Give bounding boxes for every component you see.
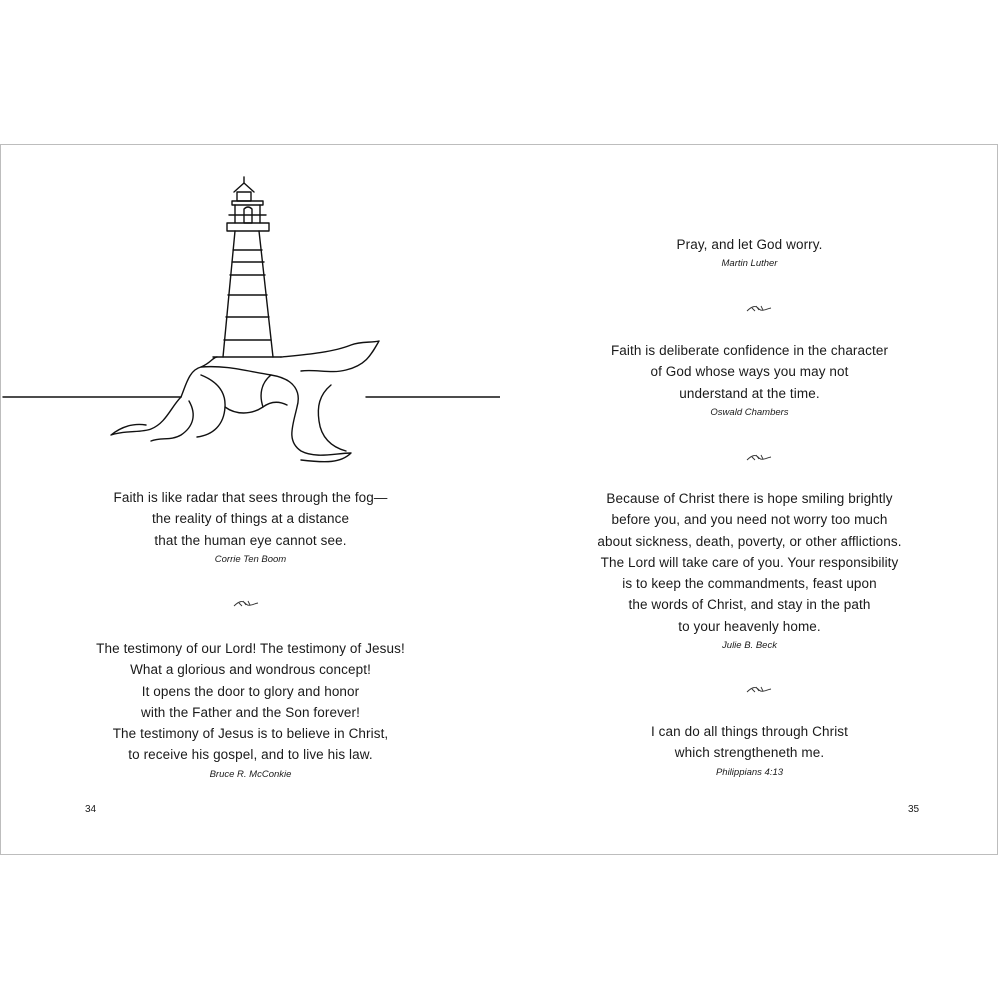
- ornament-flourish-icon: [746, 684, 772, 694]
- quote-line: is to keep the commandments, feast upon: [622, 576, 877, 592]
- ornament-flourish-icon: [746, 452, 772, 462]
- page-number: 34: [85, 804, 97, 815]
- quote-author: Bruce R. McConkie: [209, 768, 292, 780]
- ornament-flourish-icon: [746, 303, 772, 313]
- quote-text: [1, 638, 500, 766]
- quote-line: It opens the door to glory and honor: [141, 683, 360, 699]
- quote-line: with the Father and the Son forever!: [141, 704, 360, 720]
- quote-line: The testimony of our Lord! The testimony of Jesus!: [96, 641, 405, 656]
- quote-line: Because of Christ there is hope smiling brightly: [606, 491, 893, 506]
- lighthouse-illustration: [1, 145, 500, 475]
- left-page: [1, 145, 500, 854]
- right-page: [500, 145, 999, 854]
- quote-line: Pray, and let God worry.: [676, 237, 823, 252]
- quote-text: [1, 487, 500, 551]
- quote-line: What a glorious and wondrous concept!: [130, 662, 371, 678]
- quote-philippians: [500, 721, 999, 780]
- quote-text: [500, 488, 999, 637]
- quote-line: before you, and you need not worry too much: [611, 512, 888, 528]
- quote-line: understand at the time.: [679, 385, 820, 401]
- quote-line: the reality of things at a distance: [151, 511, 350, 527]
- quote-author: Julie B. Beck: [722, 640, 777, 652]
- quote-text: [500, 340, 999, 404]
- quote-author: Oswald Chambers: [710, 406, 789, 418]
- quote-line: to receive his gospel, and to live his law.: [128, 747, 373, 763]
- quote-line: I can do all things through Christ: [650, 724, 848, 739]
- quote-line: Faith is like radar that sees through the fog—: [113, 490, 388, 505]
- page-number: 35: [908, 804, 920, 815]
- quote-text: [500, 234, 999, 255]
- quote-line: that the human eye cannot see.: [154, 532, 347, 548]
- quote-martin-luther: [500, 234, 999, 271]
- quote-line: The Lord will take care of you. Your responsibility: [600, 554, 899, 570]
- quote-line: about sickness, death, poverty, or other afflictions.: [597, 533, 902, 549]
- quote-author: Corrie Ten Boom: [214, 553, 287, 565]
- quote-line: The testimony of Jesus is to believe in Christ,: [112, 726, 389, 742]
- ornament-flourish-icon: [233, 598, 259, 608]
- quote-oswald-chambers: [500, 340, 999, 420]
- quote-bruce-r-mcconkie: [1, 638, 500, 782]
- quote-corrie-ten-boom: [1, 487, 500, 567]
- quote-julie-b-beck: [500, 488, 999, 653]
- quote-line: which strengtheneth me.: [674, 745, 825, 761]
- quote-line: the words of Christ, and stay in the path: [628, 597, 871, 613]
- book-spread: [0, 144, 998, 855]
- quote-author: Martin Luther: [721, 258, 778, 270]
- quote-author: Philippians 4:13: [715, 766, 784, 778]
- quote-line: of God whose ways you may not: [650, 364, 849, 380]
- quote-text: [500, 721, 999, 764]
- quote-line: to your heavenly home.: [678, 618, 821, 634]
- quote-line: Faith is deliberate confidence in the character: [610, 343, 889, 358]
